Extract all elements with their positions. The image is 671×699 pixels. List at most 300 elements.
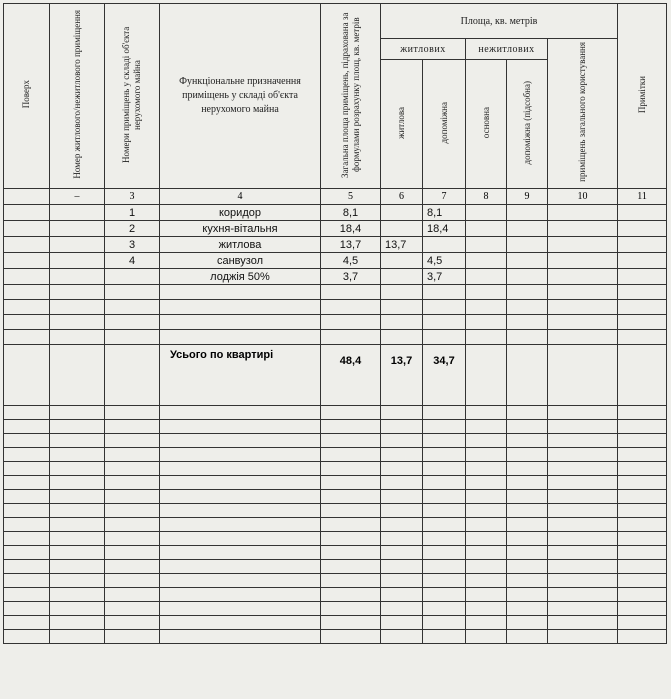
empty-cell (618, 420, 667, 434)
empty-cell (321, 448, 381, 462)
empty-cell (160, 476, 321, 490)
empty-cell (50, 560, 105, 574)
empty-cell (381, 434, 423, 448)
room-total-area: 8,1 (321, 205, 381, 221)
empty-cell (105, 630, 160, 644)
empty-row (4, 602, 667, 616)
room-number: 2 (105, 221, 160, 237)
empty-cell (466, 532, 507, 546)
empty-cell (381, 546, 423, 560)
empty-cell (423, 406, 466, 420)
empty-cell (4, 602, 50, 616)
empty-row (4, 420, 667, 434)
area-table (3, 3, 667, 644)
empty-cell (548, 285, 618, 300)
empty-cell (507, 300, 548, 315)
empty-cell (4, 546, 50, 560)
empty-cell (4, 434, 50, 448)
empty-cell (466, 285, 507, 300)
empty-cell (423, 574, 466, 588)
empty-cell (548, 476, 618, 490)
empty-cell (466, 221, 507, 237)
room-number (105, 269, 160, 285)
empty-cell (105, 420, 160, 434)
empty-cell (105, 434, 160, 448)
empty-cell (381, 420, 423, 434)
empty-cell (321, 518, 381, 532)
empty-cell (548, 205, 618, 221)
empty-cell (321, 630, 381, 644)
empty-cell (423, 300, 466, 315)
empty-cell (548, 221, 618, 237)
empty-cell (548, 560, 618, 574)
empty-cell (507, 462, 548, 476)
empty-cell (4, 490, 50, 504)
empty-cell (507, 205, 548, 221)
floor-cell (4, 253, 50, 269)
empty-cell (4, 448, 50, 462)
room-name: санвузол (160, 253, 321, 269)
premises-cell (50, 253, 105, 269)
empty-cell (321, 462, 381, 476)
empty-cell (507, 476, 548, 490)
empty-cell (423, 560, 466, 574)
empty-cell (321, 560, 381, 574)
empty-cell (466, 330, 507, 345)
empty-cell (423, 462, 466, 476)
empty-cell (466, 237, 507, 253)
empty-cell (548, 406, 618, 420)
spacer-rows (4, 285, 667, 345)
empty-cell (618, 504, 667, 518)
empty-cell (50, 420, 105, 434)
empty-cell (105, 546, 160, 560)
column-number: 9 (507, 189, 548, 205)
empty-cell (381, 476, 423, 490)
empty-cell (548, 269, 618, 285)
empty-cell (618, 602, 667, 616)
empty-cell (160, 532, 321, 546)
empty-cell (321, 420, 381, 434)
empty-cell (618, 205, 667, 221)
column-number: 3 (105, 189, 160, 205)
empty-cell (548, 518, 618, 532)
room-living-area (381, 253, 423, 269)
empty-cell (160, 406, 321, 420)
column-number: 6 (381, 189, 423, 205)
empty-row (4, 588, 667, 602)
dash-mark: – (50, 189, 105, 205)
empty-cell (548, 546, 618, 560)
empty-cell (321, 315, 381, 330)
empty-cell (548, 253, 618, 269)
empty-cell (466, 560, 507, 574)
empty-cell (4, 315, 50, 330)
empty-cell (618, 462, 667, 476)
empty-row (4, 476, 667, 490)
premises-cell (50, 269, 105, 285)
header-auxiliary: допоміжна (423, 60, 466, 189)
empty-cell (381, 574, 423, 588)
empty-cell (50, 504, 105, 518)
column-number: 7 (423, 189, 466, 205)
empty-cell (423, 602, 466, 616)
empty-cell (548, 420, 618, 434)
empty-cell (423, 434, 466, 448)
empty-cell (50, 476, 105, 490)
empty-cell (507, 406, 548, 420)
empty-cell (105, 330, 160, 345)
empty-cell (50, 315, 105, 330)
empty-cell (618, 237, 667, 253)
empty-cell (4, 574, 50, 588)
empty-cell (466, 253, 507, 269)
empty-cell (381, 602, 423, 616)
empty-cell (105, 285, 160, 300)
empty-cell (423, 448, 466, 462)
header-premises-number: Номер житлового/нежитлового приміщення (50, 4, 105, 189)
empty-cell (160, 602, 321, 616)
empty-cell (4, 300, 50, 315)
empty-cell (618, 630, 667, 644)
empty-cell (423, 532, 466, 546)
header-function: Функціональне призначення приміщень у складі об'єкта нерухомого майна (160, 4, 321, 189)
empty-cell (507, 253, 548, 269)
empty-cell (507, 574, 548, 588)
empty-cell (4, 518, 50, 532)
empty-cell (160, 518, 321, 532)
empty-cell (618, 300, 667, 315)
empty-cell (381, 588, 423, 602)
empty-cell (507, 616, 548, 630)
empty-cell (548, 448, 618, 462)
empty-cell (423, 285, 466, 300)
empty-cell (321, 285, 381, 300)
empty-cell (466, 546, 507, 560)
table-row (4, 269, 667, 285)
empty-cell (507, 434, 548, 448)
empty-cell (507, 518, 548, 532)
empty-cell (618, 285, 667, 300)
empty-cell (618, 560, 667, 574)
room-number: 4 (105, 253, 160, 269)
empty-cell (50, 434, 105, 448)
empty-cell (105, 490, 160, 504)
table-row (4, 237, 667, 253)
column-number-row (4, 189, 667, 205)
floor-cell (4, 205, 50, 221)
empty-cell (160, 420, 321, 434)
empty-cell (50, 406, 105, 420)
empty-row (4, 330, 667, 345)
empty-cell (548, 462, 618, 476)
empty-cell (507, 560, 548, 574)
total-living-value: 13,7 (381, 345, 423, 406)
empty-cell (160, 330, 321, 345)
empty-cell (507, 315, 548, 330)
room-aux-area: 18,4 (423, 221, 466, 237)
empty-cell (321, 434, 381, 448)
column-number: 8 (466, 189, 507, 205)
empty-cell (618, 574, 667, 588)
empty-cell (321, 532, 381, 546)
empty-cell (50, 616, 105, 630)
empty-cell (321, 616, 381, 630)
empty-cell (466, 300, 507, 315)
empty-cell (4, 420, 50, 434)
floor-cell (4, 269, 50, 285)
empty-cell (381, 490, 423, 504)
empty-cell (105, 300, 160, 315)
empty-cell (4, 560, 50, 574)
table-row (4, 253, 667, 269)
empty-cell (160, 546, 321, 560)
empty-cell (160, 448, 321, 462)
empty-cell (466, 602, 507, 616)
empty-cell (4, 285, 50, 300)
header-common-use: приміщень загального користування (548, 39, 618, 189)
empty-cell (321, 406, 381, 420)
column-number: 10 (548, 189, 618, 205)
header-notes: Примітки (618, 4, 667, 189)
empty-cell (160, 630, 321, 644)
empty-cell (466, 269, 507, 285)
empty-cell (321, 476, 381, 490)
premises-cell (50, 237, 105, 253)
column-number: 5 (321, 189, 381, 205)
room-aux-area: 3,7 (423, 269, 466, 285)
empty-cell (618, 221, 667, 237)
empty-cell (548, 237, 618, 253)
empty-row (4, 574, 667, 588)
empty-cell (423, 490, 466, 504)
empty-cell (466, 588, 507, 602)
empty-cell (507, 546, 548, 560)
empty-cell (618, 330, 667, 345)
empty-cell (423, 330, 466, 345)
room-living-area: 13,7 (381, 237, 423, 253)
empty-cell (160, 462, 321, 476)
empty-cell (160, 285, 321, 300)
empty-cell (105, 448, 160, 462)
empty-cell (381, 630, 423, 644)
room-total-area: 4,5 (321, 253, 381, 269)
empty-cell (618, 315, 667, 330)
room-number: 3 (105, 237, 160, 253)
header-living: житлова (381, 60, 423, 189)
empty-cell (160, 300, 321, 315)
empty-row (4, 490, 667, 504)
room-aux-area (423, 237, 466, 253)
room-name: житлова (160, 237, 321, 253)
empty-cell (423, 518, 466, 532)
spacer-rows (4, 406, 667, 644)
empty-cell (548, 588, 618, 602)
empty-cell (507, 448, 548, 462)
room-total-area: 3,7 (321, 269, 381, 285)
empty-cell (507, 420, 548, 434)
empty-cell (507, 630, 548, 644)
empty-cell (105, 476, 160, 490)
table-row (4, 205, 667, 221)
empty-cell (105, 574, 160, 588)
empty-cell (466, 420, 507, 434)
empty-cell (618, 269, 667, 285)
room-total-area: 13,7 (321, 237, 381, 253)
empty-cell (105, 560, 160, 574)
empty-cell (381, 406, 423, 420)
empty-row (4, 285, 667, 300)
room-total-area: 18,4 (321, 221, 381, 237)
empty-cell (466, 490, 507, 504)
empty-cell (548, 330, 618, 345)
empty-row (4, 518, 667, 532)
empty-cell (381, 504, 423, 518)
empty-cell (105, 588, 160, 602)
empty-row (4, 546, 667, 560)
empty-cell (4, 330, 50, 345)
header-aux-subsidiary: допоміжна (підсобна) (507, 60, 548, 189)
empty-cell (466, 518, 507, 532)
empty-cell (466, 476, 507, 490)
empty-cell (50, 490, 105, 504)
empty-row (4, 315, 667, 330)
empty-cell (105, 504, 160, 518)
column-number: 11 (618, 189, 667, 205)
empty-cell (466, 406, 507, 420)
empty-cell (423, 588, 466, 602)
empty-cell (4, 630, 50, 644)
header-total-area: Загальна площа приміщень, підрахована за формулами розрахунку площ, кв. метрів (321, 4, 381, 189)
empty-cell (507, 237, 548, 253)
empty-row (4, 560, 667, 574)
empty-cell (507, 602, 548, 616)
empty-cell (548, 602, 618, 616)
empty-cell (50, 448, 105, 462)
empty-cell (466, 616, 507, 630)
empty-row (4, 504, 667, 518)
empty-cell (105, 616, 160, 630)
empty-cell (4, 462, 50, 476)
empty-cell (618, 588, 667, 602)
empty-cell (466, 630, 507, 644)
empty-cell (321, 602, 381, 616)
empty-cell (321, 588, 381, 602)
empty-cell (321, 546, 381, 560)
empty-cell (466, 434, 507, 448)
empty-cell (466, 462, 507, 476)
empty-cell (105, 406, 160, 420)
room-living-area (381, 269, 423, 285)
empty-cell (4, 476, 50, 490)
empty-cell (466, 205, 507, 221)
empty-cell (548, 504, 618, 518)
empty-cell (507, 588, 548, 602)
empty-cell (618, 490, 667, 504)
empty-cell (50, 518, 105, 532)
empty-row (4, 300, 667, 315)
empty-row (4, 630, 667, 644)
empty-cell (423, 546, 466, 560)
empty-cell (381, 285, 423, 300)
header-nonresidential: нежитлових (466, 39, 548, 60)
empty-row (4, 406, 667, 420)
empty-cell (381, 560, 423, 574)
room-aux-area: 4,5 (423, 253, 466, 269)
empty-cell (618, 532, 667, 546)
empty-cell (507, 221, 548, 237)
empty-cell (4, 616, 50, 630)
empty-cell (618, 518, 667, 532)
empty-cell (381, 532, 423, 546)
header-main: основна (466, 60, 507, 189)
total-aux-value: 34,7 (423, 345, 466, 406)
room-number: 1 (105, 205, 160, 221)
empty-cell (321, 504, 381, 518)
empty-cell (507, 504, 548, 518)
room-living-area (381, 221, 423, 237)
empty-cell (381, 518, 423, 532)
empty-cell (4, 406, 50, 420)
room-rows (4, 205, 667, 285)
empty-cell (466, 448, 507, 462)
empty-row (4, 616, 667, 630)
empty-cell (548, 434, 618, 448)
empty-cell (507, 285, 548, 300)
total-row (4, 345, 667, 406)
empty-cell (50, 462, 105, 476)
empty-cell (423, 420, 466, 434)
empty-cell (50, 588, 105, 602)
table-row (4, 221, 667, 237)
empty-cell (105, 462, 160, 476)
total-area-value: 48,4 (321, 345, 381, 406)
empty-cell (507, 269, 548, 285)
empty-cell (381, 616, 423, 630)
header-residential: житлових (381, 39, 466, 60)
empty-cell (548, 616, 618, 630)
empty-cell (507, 532, 548, 546)
empty-cell (160, 616, 321, 630)
empty-cell (321, 574, 381, 588)
empty-cell (321, 300, 381, 315)
floor-cell (4, 237, 50, 253)
column-number: 4 (160, 189, 321, 205)
empty-cell (160, 315, 321, 330)
room-name: лоджія 50% (160, 269, 321, 285)
empty-cell (423, 504, 466, 518)
empty-cell (105, 532, 160, 546)
empty-cell (50, 630, 105, 644)
empty-cell (548, 315, 618, 330)
premises-cell (50, 205, 105, 221)
empty-cell (618, 434, 667, 448)
empty-cell (618, 448, 667, 462)
empty-cell (548, 300, 618, 315)
empty-cell (4, 504, 50, 518)
empty-cell (160, 574, 321, 588)
empty-cell (618, 616, 667, 630)
empty-cell (618, 476, 667, 490)
empty-cell (381, 300, 423, 315)
empty-cell (160, 560, 321, 574)
empty-cell (160, 490, 321, 504)
room-name: кухня-вітальня (160, 221, 321, 237)
header-room-numbers: Номери приміщень у складі об'єкта нерухомого майна (105, 4, 160, 189)
empty-row (4, 462, 667, 476)
empty-cell (50, 602, 105, 616)
room-name: коридор (160, 205, 321, 221)
